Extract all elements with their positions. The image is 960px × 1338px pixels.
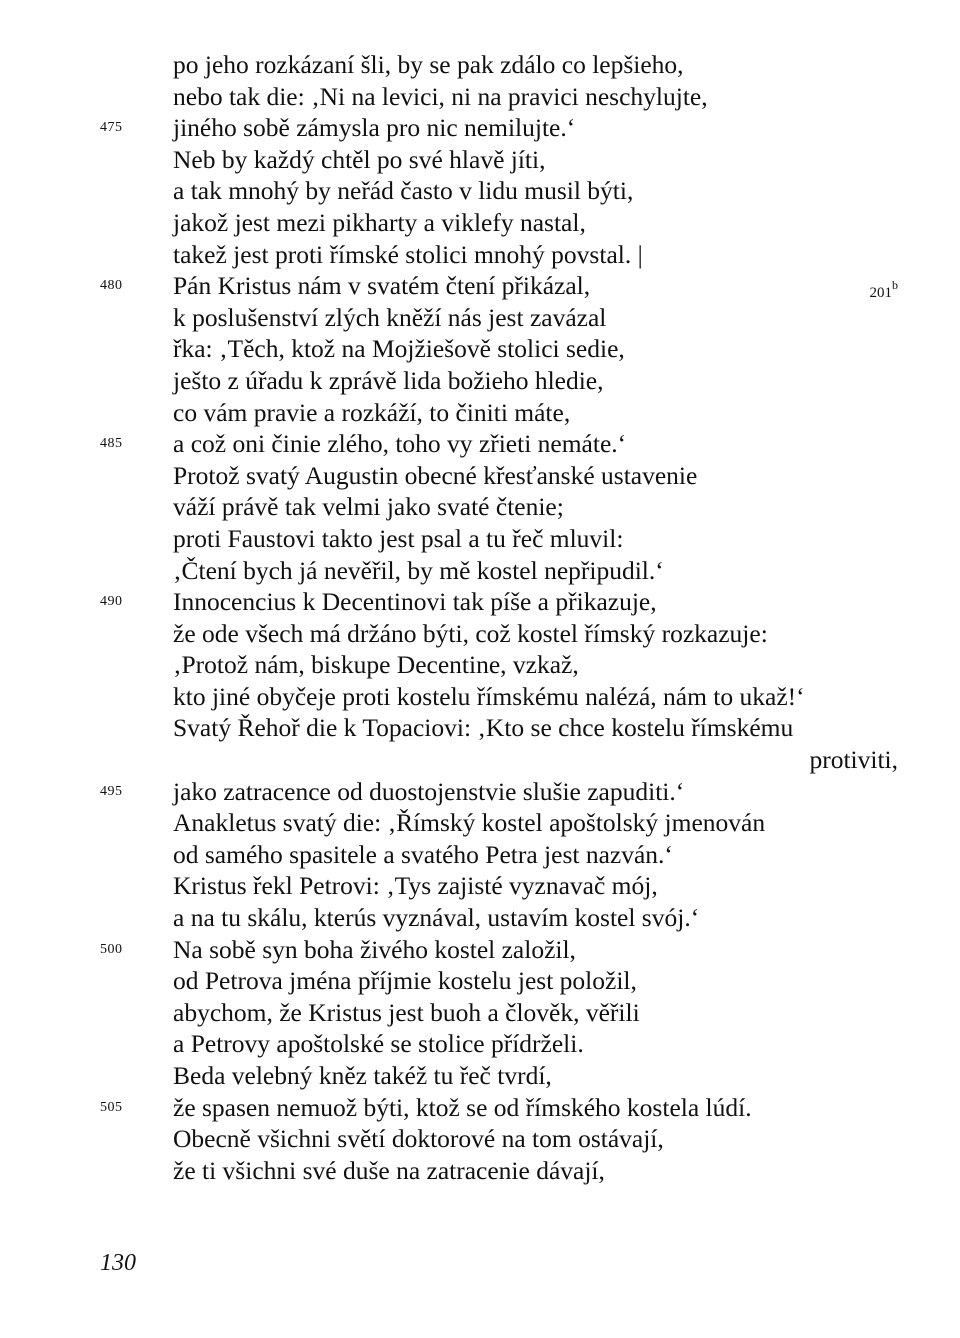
verse-text: proti Faustovi takto jest psal a tu řeč mluvil:	[173, 523, 624, 553]
verse-text: ‚Protož nám, biskupe Decentine, vzkaž,	[173, 650, 579, 680]
verse-text: Innocencius k Decentinovi tak píše a přikazuje,	[173, 587, 657, 617]
verse-text: Kristus řekl Petrovi: ‚Tys zajisté vyznavač mój,	[173, 871, 658, 901]
verse-text: kto jiné obyčeje proti kostelu římskému nalézá, nám to ukaž!‘	[173, 681, 805, 711]
verse-line	[0, 870, 960, 902]
verse-line	[0, 712, 960, 744]
verse-line	[0, 1028, 960, 1060]
verse-text: po jeho rozkázaní šli, by se pak zdálo co lepšieho,	[173, 50, 684, 79]
verse-text: Na sobě syn boha živého kostel založil,	[173, 934, 576, 964]
verse-text: ješto z úřadu k zprávě lida božieho hledie,	[173, 365, 604, 395]
verse-block	[0, 49, 960, 1186]
verse-text: že spasen nemuož býti, ktož se od římského kostela lúdí.	[173, 1092, 752, 1122]
verse-line	[0, 397, 960, 429]
verse-line	[0, 144, 960, 176]
verse-text: co vám pravie a rozkáží, to činiti máte,	[173, 397, 571, 427]
verse-text: Neb by každý chtěl po své hlavě jíti,	[173, 144, 546, 174]
verse-line	[0, 555, 960, 587]
verse-text: abychom, že Kristus jest buoh a člověk, věřili	[173, 997, 640, 1027]
verse-line	[0, 1092, 960, 1124]
verse-line	[0, 997, 960, 1029]
verse-line	[0, 333, 960, 365]
verse-line	[0, 49, 960, 81]
verse-text: jiného sobě zámysla pro nic nemilujte.‘	[173, 113, 576, 143]
verse-text: protiviti,	[809, 745, 898, 775]
verse-text: takež jest proti římské stolici mnohý povstal. |	[173, 239, 643, 269]
verse-text: Pán Kristus nám v svatém čtení přikázal,	[173, 271, 591, 301]
verse-line	[0, 207, 960, 239]
line-number: 490	[100, 594, 123, 610]
line-number: 480	[100, 278, 123, 294]
verse-text: Obecně všichni světí doktorové na tom ostávají,	[173, 1124, 664, 1154]
verse-line	[0, 523, 960, 555]
verse-text: Beda velebný kněz takéž tu řeč tvrdí,	[173, 1061, 552, 1090]
verse-text: váží právě tak velmi jako svaté čtenie;	[173, 492, 564, 522]
verse-text: že ode všech má držáno býti, což kostel římský rozkazuje:	[173, 618, 768, 648]
verse-line	[0, 175, 960, 207]
verse-line	[0, 81, 960, 113]
folio-number: 201	[869, 285, 892, 302]
verse-text: jakož jest mezi pikharty a viklefy nastal,	[173, 207, 586, 237]
verse-text: Svatý Řehoř die k Topaciovi: ‚Kto se chce kostelu římskému	[173, 713, 794, 743]
verse-line	[0, 681, 960, 713]
verse-line	[0, 649, 960, 681]
line-number: 475	[100, 120, 123, 136]
verse-line	[0, 586, 960, 618]
verse-line	[0, 934, 960, 966]
verse-line	[0, 902, 960, 934]
verse-line-continuation	[0, 744, 960, 776]
line-number: 485	[100, 436, 123, 452]
verse-text: jako zatracence od duostojenstvie slušie zapuditi.‘	[173, 776, 685, 806]
verse-line	[0, 491, 960, 523]
folio-side: b	[892, 278, 898, 293]
verse-text: a Petrovy apoštolské se stolice přídrželi.	[173, 1029, 584, 1059]
page-number: 130	[100, 1250, 136, 1276]
verse-line	[0, 1060, 960, 1092]
verse-text: Protož svatý Augustin obecné křesťanské ustavenie	[173, 460, 698, 490]
verse-text: k poslušenství zlých kněží nás jest zavázal	[173, 302, 607, 332]
verse-text: nebo tak die: ‚Ni na levici, ni na pravici neschylujte,	[173, 81, 708, 111]
verse-text: ‚Čtení bych já nevěřil, by mě kostel nepřipudil.‘	[173, 555, 664, 585]
verse-line	[0, 112, 960, 144]
verse-line	[0, 618, 960, 650]
line-number: 505	[100, 1099, 123, 1115]
verse-line	[0, 302, 960, 334]
verse-text: a na tu skálu, kterús vyznával, ustavím kostel svój.‘	[173, 903, 700, 933]
verse-line	[0, 776, 960, 808]
verse-text: řka: ‚Těch, ktož na Mojžiešově stolici sedie,	[173, 334, 625, 364]
verse-line	[0, 460, 960, 492]
verse-text: od Petrova jména příjmie kostelu jest položil,	[173, 966, 637, 996]
verse-line	[0, 807, 960, 839]
verse-text: že ti všichni své duše na zatracenie dávají,	[173, 1155, 605, 1185]
verse-line	[0, 365, 960, 397]
verse-text: a tak mnohý by neřád často v lidu musil býti,	[173, 176, 634, 206]
verse-text: a což oni činie zlého, toho vy zřieti nemáte.‘	[173, 429, 627, 459]
verse-line	[0, 239, 960, 271]
verse-line	[0, 428, 960, 460]
verse-line	[0, 1155, 960, 1187]
verse-text: od samého spasitele a svatého Petra jest nazván.‘	[173, 839, 673, 869]
line-number: 500	[100, 941, 123, 957]
verse-line	[0, 965, 960, 997]
verse-line	[0, 270, 960, 302]
verse-line	[0, 839, 960, 871]
verse-text: Anakletus svatý die: ‚Římský kostel apoštolský jmenován	[173, 808, 766, 838]
line-number: 495	[100, 783, 123, 799]
verse-line	[0, 1123, 960, 1155]
